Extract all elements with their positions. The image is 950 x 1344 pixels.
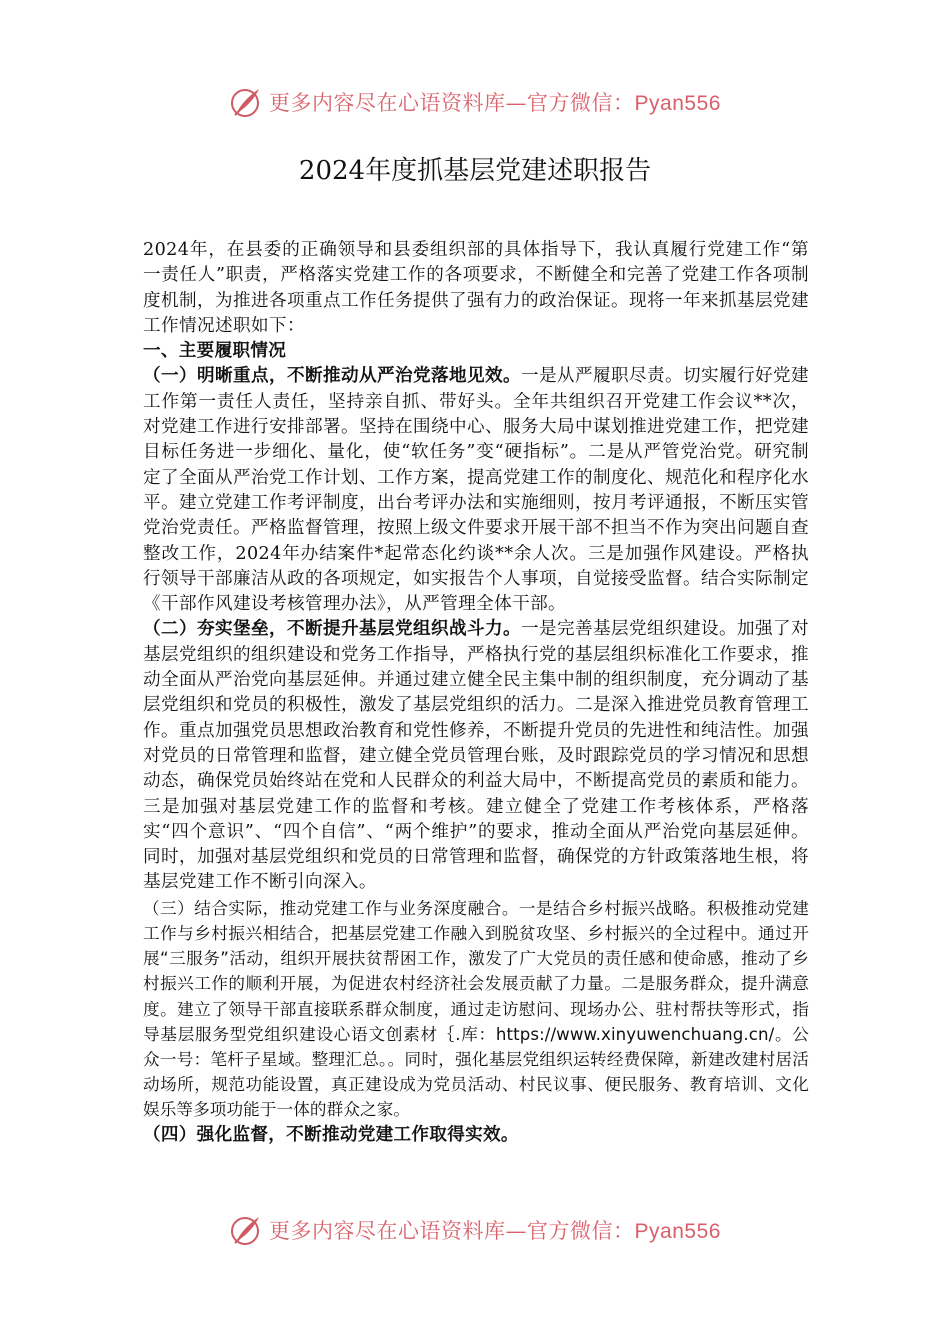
subsection-2-body: 一是完善基层党组织建设。加强了对基层党组织的组织建设和党务工作指导，严格执行党的基层组织标准化工作要求，推动全面从严治党向基层延伸。并通过建立健全民主集中制的组织制度，充分调动了基层党组织和党员的积极性，激发了基层党组织的活力。二是深入推进党员教育管理工作。重点加强党员思想政治教育和党性修养，不断提升党员的先进性和纯洁性。加强对党员的日常管理和监督，建立健全党员管理台账，及时跟踪党员的学习情况和思想动态，确保党员始终站在党和人民群众的利益大局中，不断提高党员的素质和能力。三是加强对基层党建工作的监督和考核。建立健全了党建工作考核体系，严格落实“四个意识”、“四个自信”、“两个维护”的要求，推动全面从严治党向基层延伸。同时，加强对基层党组织和党员的日常管理和监督，确保党的方针政策落地生根，将基层党建工作不断引向深入。 (143, 619, 809, 893)
section-heading: 一、主要履职情况 (143, 341, 287, 362)
footer-banner (0, 1208, 950, 1252)
subsection-3: （三）结合实际，推动党建工作与业务深度融合。一是结合乡村振兴战略。积极推动党建工作与乡村振兴相结合，把基层党建工作融入到脱贫攻坚、乡村振兴的全过程中。通过开展“三服务”活动，组织开展扶贫帮困工作，激发了广大党员的责任感和使命感，推动了乡村振兴工作的顺利开展，为促进农村经济社会发展贡献了力量。二是服务群众，提升满意度。建立了领导干部直接联系群众制度，通过走访慰问、现场办公、驻村帮扶等形式，指导基层服务型党组织建设心语文创素材｛.库：https://www.xinyuwenchuang.cn/。公众一号：笔杆子星域。整理汇总。。同时，强化基层党组织运转经费保障，新建改建村居活动场所，规范功能设置，真正建设成为党员活动、村民议事、便民服务、教育培训、文化娱乐等多项功能于一体的群众之家。 (143, 898, 809, 1120)
subsection-2 (143, 617, 809, 895)
wechat-id: Pyan556 (634, 1220, 721, 1243)
subsection-4-heading: （四）强化监督，不断推动党建工作取得实效。 (143, 1124, 519, 1145)
quill-logo-icon (229, 85, 263, 119)
header-banner (0, 80, 950, 124)
subsection-2-heading: （二）夯实堡垒，不断提升基层党组织战斗力。 (143, 619, 521, 640)
document-body (143, 238, 809, 1148)
subsection-1-heading: （一）明晰重点，不断推动从严治党落地见效。 (143, 366, 521, 387)
banner-text: 更多内容尽在心语资料库—官方微信：Pyan556 (269, 91, 721, 115)
subsection-1 (143, 364, 809, 617)
subsection-1-body: 一是从严履职尽责。切实履行好党建工作第一责任人责任，坚持亲自抓、带好头。全年共组织召开党建工作会议**次，对党建工作进行安排部署。坚持在围绕中心、服务大局中谋划推进党建工作，把党建目标任务进一步细化、量化，使“软任务”变“硬指标”。二是从严管党治党。研究制定了全面从严治党工作计划、工作方案，提高党建工作的制度化、规范化和程序化水平。建立党建工作考评制度，出台考评办法和实施细则，按月考评通报，不断压实管党治党责任。严格监督管理，按照上级文件要求开展干部不担当不作为突出问题自查整改工作，2024年办结案件*起常态化约谈**余人次。三是加强作风建设。严格执行领导干部廉洁从政的各项规定，如实报告个人事项，自觉接受监督。结合实际制定《干部作风建设考核管理办法》，从严管理全体干部。 (143, 366, 809, 615)
document-title: 2024年度抓基层党建述职报告 (298, 156, 652, 186)
banner-text: 更多内容尽在心语资料库—官方微信：Pyan556 (269, 1219, 721, 1243)
quill-logo-icon (229, 1213, 263, 1247)
wechat-id: Pyan556 (634, 92, 721, 115)
intro-paragraph: 2024年，在县委的正确领导和县委组织部的具体指导下，我认真履行党建工作“第一责任人”职责，严格落实党建工作的各项要求，不断健全和完善了党建工作各项制度机制，为推进各项重点工作任务提供了强有力的政治保证。现将一年来抓基层党建工作情况述职如下： (143, 240, 809, 336)
